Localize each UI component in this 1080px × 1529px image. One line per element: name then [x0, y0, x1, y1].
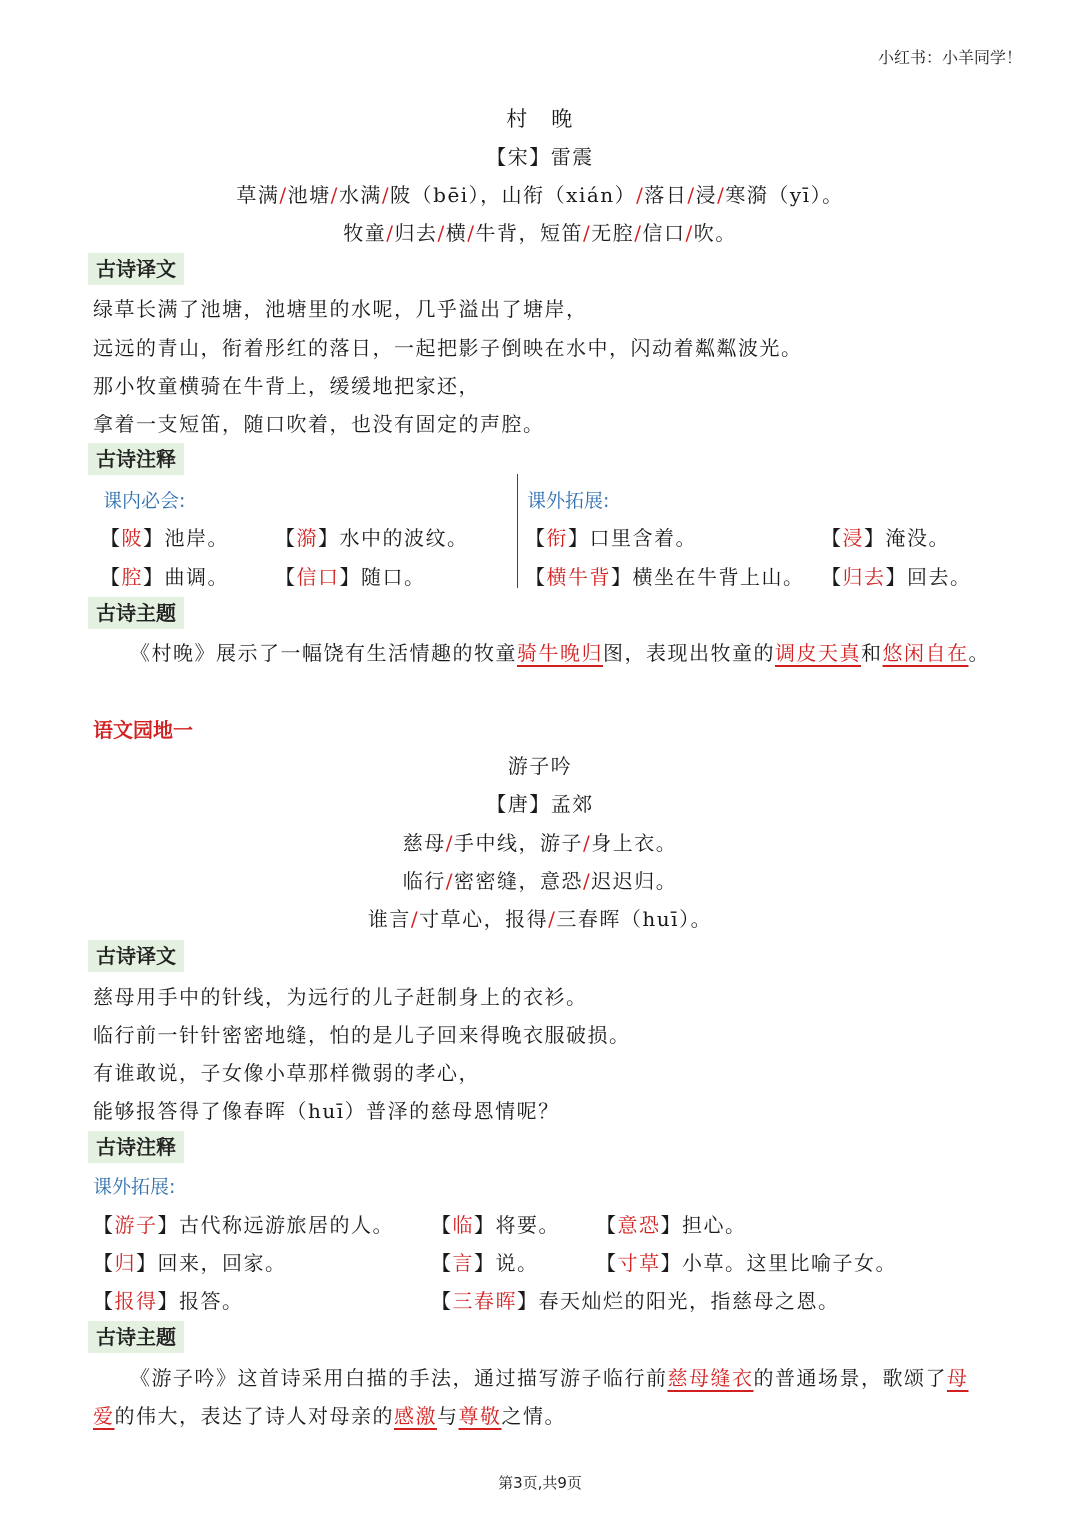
poem2-line2: 临行/密密缝，意恐/迟迟归。	[402, 869, 678, 893]
section-title: 语文园地一	[93, 718, 193, 742]
poem1-translation-line: 拿着一支短笛，随口吹着，也没有固定的声腔。	[93, 412, 545, 436]
note-item: 【陂】池岸。	[100, 526, 229, 550]
page-number: 第3页,共9页	[498, 1474, 582, 1492]
poem1-theme: 《村晚》展示了一幅饶有生活情趣的牧童骑牛晚归图，表现出牧童的调皮天真和悠闲自在。	[130, 641, 990, 665]
poem2-line3: 谁言/寸草心，报得/三春晖（huī）。	[367, 907, 713, 931]
note-item: 【横牛背】横坐在牛背上山。	[525, 565, 805, 589]
poem1-theme-label: 古诗主题	[88, 597, 184, 629]
in-class-label: 课内必会:	[103, 490, 186, 512]
extra-label: 课外拓展:	[527, 490, 610, 512]
note-item: 【浸】淹没。	[821, 526, 950, 550]
note-item: 【衔】口里含着。	[525, 526, 697, 550]
note-item: 【归】回来，回家。	[93, 1251, 287, 1275]
poem1-translation-label: 古诗译文	[88, 253, 184, 285]
poem2-dynasty: 唐	[507, 792, 530, 816]
note-item: 【寸草】小草。这里比喻子女。	[596, 1251, 897, 1275]
poem2-theme-label: 古诗主题	[88, 1321, 184, 1353]
note-item: 【漪】水中的波纹。	[275, 526, 469, 550]
poem1-notes-label: 古诗注释	[88, 443, 184, 475]
extra-label: 课外拓展:	[93, 1176, 176, 1198]
poem2-translation-line: 有谁敢说，子女像小草那样微弱的孝心，	[93, 1061, 480, 1085]
note-item: 【信口】随口。	[275, 565, 426, 589]
poem2-theme: 《游子吟》这首诗采用白描的手法，通过描写游子临行前慈母缝衣的普通场景，歌颂了母	[130, 1366, 969, 1390]
poem2-translation-label: 古诗译文	[88, 940, 184, 972]
note-item: 【临】将要。	[431, 1213, 560, 1237]
poem2-author: 孟郊	[550, 792, 594, 816]
poem1-translation-line: 绿草长满了池塘，池塘里的水呢，几乎溢出了塘岸，	[93, 297, 588, 321]
poem2-line1: 慈母/手中线，游子/身上衣。	[402, 831, 678, 855]
poem2-title: 游子吟	[507, 754, 573, 778]
note-item: 【腔】曲调。	[100, 565, 229, 589]
note-item: 【言】说。	[431, 1251, 539, 1275]
watermark: 小红书：小羊同学！	[877, 48, 1022, 67]
note-item: 【三春晖】春天灿烂的阳光，指慈母之恩。	[431, 1289, 840, 1313]
poem1-line2: 牧童/归去/横/牛背，短笛/无腔/信口/吹。	[343, 221, 737, 245]
poem1-author-line: 【宋】雷震	[486, 145, 594, 169]
poem2-translation-line: 能够报答得了像春晖（huī）普泽的慈母恩情呢？	[93, 1099, 560, 1123]
poem1-title: 村 晚	[506, 107, 574, 131]
poem2-theme: 爱的伟大，表达了诗人对母亲的感激与尊敬之情。	[93, 1404, 566, 1428]
poem1-author: 雷震	[550, 145, 594, 169]
note-item: 【意恐】担心。	[596, 1213, 747, 1237]
note-item: 【游子】古代称远游旅居的人。	[93, 1213, 394, 1237]
note-item: 【归去】回去。	[821, 565, 972, 589]
poem1-dynasty: 宋	[507, 145, 530, 169]
note-item: 【报得】报答。	[93, 1289, 244, 1313]
notes-divider	[517, 474, 518, 588]
poem1-line1: 草满/池塘/水满/陂（bēi），山衔（xián）/落日/浸/寒漪（yī）。	[236, 183, 844, 207]
poem1-translation-line: 远远的青山，衔着彤红的落日，一起把影子倒映在水中，闪动着粼粼波光。	[93, 336, 803, 360]
poem2-translation-line: 临行前一针针密密地缝，怕的是儿子回来得晚衣服破损。	[93, 1023, 631, 1047]
poem2-translation-line: 慈母用手中的针线，为远行的儿子赶制身上的衣衫。	[93, 985, 588, 1009]
poem2-notes-label: 古诗注释	[88, 1131, 184, 1163]
poem2-author-line: 【唐】孟郊	[486, 792, 594, 816]
poem1-translation-line: 那小牧童横骑在牛背上，缓缓地把家还，	[93, 374, 480, 398]
